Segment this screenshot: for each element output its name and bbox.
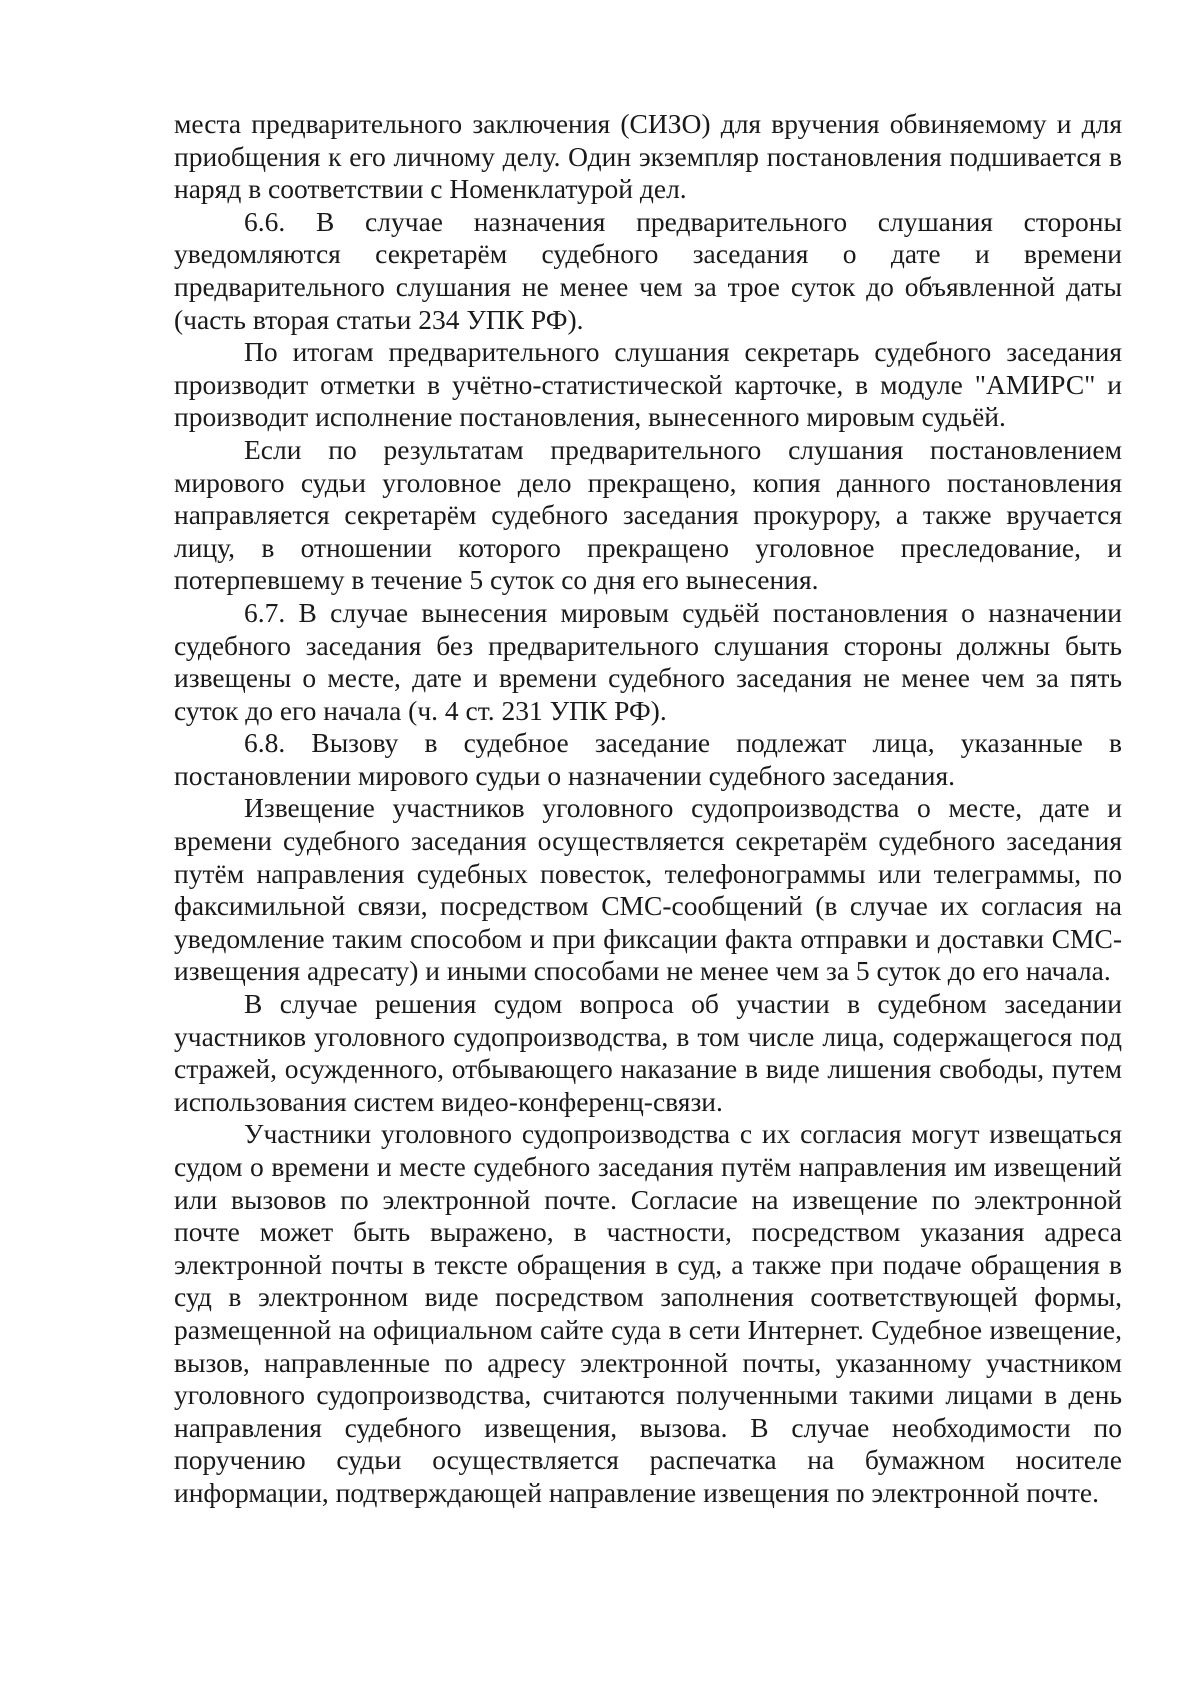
paragraph-6-7: 6.7. В случае вынесения мировым судьёй постановления о назначении судебного заседания без предварительного слушания стороны должны быть извещены о месте, дате и времени судебного заседания не менее чем за пять суток до его начала (ч. 4 ст. 231 УПК РФ).	[174, 596, 1122, 726]
paragraph-case-terminated: Если по результатам предварительного слушания постановлением мирового судьи уголовное дело прекращено, копия данного постановления направляется секретарём судебного заседания прокурору, а также вручается лицу, в отношении которого прекращено уголовное преследование, и потерпевшему в течение 5 суток со дня его вынесения.	[174, 433, 1122, 596]
paragraph-video-conference: В случае решения судом вопроса об участии в судебном заседании участников уголовного судопроизводства, в том числе лица, содержащегося под стражей, осужденного, отбывающего наказание в виде лишения свободы, путем использования систем видео-конференц-связи.	[174, 988, 1122, 1117]
paragraph-email-notification: Участники уголовного судопроизводства с их согласия могут извещаться судом о времени и месте судебного заседания путём направления им извещений или вызовов по электронной почте. Согласие на извещение по электронной почте может быть выражено, в частности, посредством указания адреса электронной почты в тексте обращения в суд, а также при подаче обращения в суд в электронном виде посредством заполнения соответствующей формы, размещенной на официальном сайте суда в сети Интернет. Судебное извещение, вызов, направленные по адресу электронной почты, указанному участником уголовного судопроизводства, считаются полученными такими лицами в день направления судебного извещения, вызова. В случае необходимости по поручению судьи осуществляется распечатка на бумажном носителе информации, подтверждающей направление извещения по электронной почте.	[174, 1118, 1122, 1508]
paragraph-preliminary-results: По итогам предварительного слушания секретарь судебного заседания производит отметки в учётно-статистической карточке, в модуле "АМИРС" и производит исполнение постановления, вынесенного мировым судьёй.	[174, 336, 1122, 433]
paragraph-6-6: 6.6. В случае назначения предварительного слушания стороны уведомляются секретарём судебного заседания о дате и времени предварительного слушания не менее чем за трое суток до объявленной даты (часть вторая статьи 234 УПК РФ).	[174, 205, 1122, 335]
document-page	[174, 108, 1122, 1510]
paragraph-notification-methods: Извещение участников уголовного судопроизводства о месте, дате и времени судебного заседания осуществляется секретарём судебного заседания путём направления судебных повесток, телефонограммы или телеграммы, по факсимильной связи, посредством СМС-сообщений (в случае их согласия на уведомление таким способом и при фиксации факта отправки и доставки СМС-извещения адресату) и иными способами не менее чем за 5 суток до его начала.	[174, 792, 1122, 987]
paragraph-6-8: 6.8. Вызову в судебное заседание подлежат лица, указанные в постановлении мирового судьи о назначении судебного заседания.	[174, 727, 1122, 791]
paragraph-sizo-continuation: места предварительного заключения (СИЗО) для вручения обвиняемому и для приобщения к его личному делу. Один экземпляр постановления подшивается в наряд в соответствии с Номенклатурой дел.	[174, 108, 1122, 205]
